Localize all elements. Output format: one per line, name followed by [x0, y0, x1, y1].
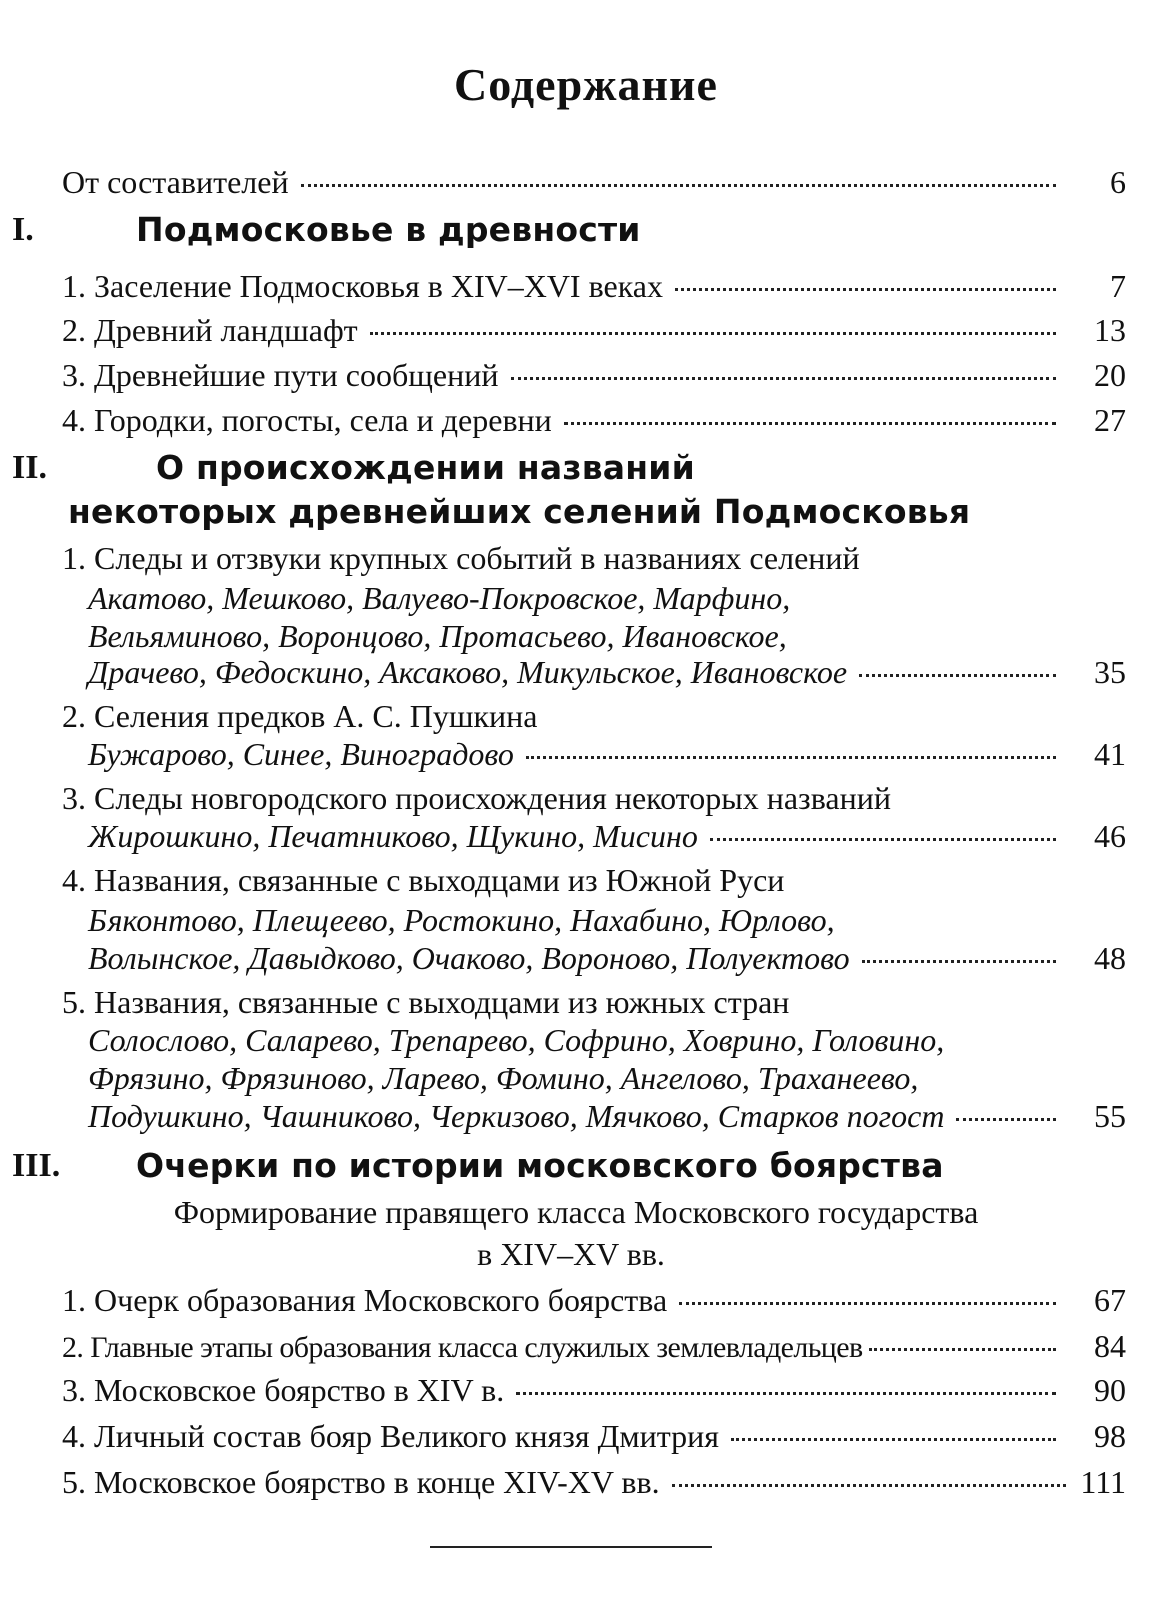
toc-entry[interactable] [88, 650, 1126, 694]
page-number: 84 [1094, 1328, 1126, 1364]
page-number: 46 [1094, 818, 1126, 854]
toc-entry[interactable] [88, 936, 1126, 980]
dot-leader [869, 1338, 1056, 1351]
dot-leader [301, 174, 1056, 187]
place-names: Волынское, Давыдково, Очаково, Вороново, Полуектово [88, 940, 850, 976]
page-title: Содержание [454, 59, 718, 110]
dot-leader [675, 278, 1056, 291]
toc-entry[interactable] [88, 732, 1126, 776]
page-number: 7 [1110, 268, 1126, 304]
entry-text[interactable]: 5. Названия, связанные с выходцами из южных стран [62, 984, 790, 1020]
toc-entry[interactable] [62, 160, 1126, 204]
entry-text: 3. Древнейшие пути сообщений [62, 357, 499, 393]
toc-entry[interactable] [62, 1368, 1126, 1412]
dot-leader [956, 1108, 1056, 1121]
section-number: III. [12, 1147, 61, 1184]
toc-entry[interactable] [62, 1414, 1126, 1458]
place-names: Фрязино, Фрязиново, Ларево, Фомино, Ангелово, Траханеево, [88, 1060, 919, 1096]
toc-entry[interactable] [88, 814, 1126, 858]
section-title: Подмосковье в древности [136, 210, 641, 249]
dot-leader [731, 1428, 1056, 1441]
dot-leader [516, 1382, 1056, 1395]
dot-leader [370, 322, 1056, 335]
page-number: 41 [1094, 736, 1126, 772]
entry-text[interactable]: 2. Селения предков А. С. Пушкина [62, 698, 538, 734]
place-names: Солослово, Саларево, Трепарево, Софрино, Ховрино, Головино, [88, 1022, 945, 1058]
toc-entry[interactable] [62, 308, 1126, 352]
section-title: Очерки по истории московского боярства [136, 1146, 944, 1185]
entry-text: 3. Московское боярство в XIV в. [62, 1372, 505, 1408]
section-subtitle: Формирование правящего класса Московского государства [173, 1194, 979, 1230]
page-number: 20 [1094, 357, 1126, 393]
entry-text: 1. Заселение Подмосковья в XIV–XVI веках [62, 268, 663, 304]
page-number: 90 [1094, 1372, 1126, 1408]
section-number: I. [12, 211, 34, 248]
section-title-line: некоторых древнейших селений Подмосковья [68, 492, 971, 531]
toc-entry[interactable] [62, 1324, 1126, 1370]
toc-entry[interactable] [62, 1460, 1126, 1504]
page-number: 98 [1094, 1418, 1126, 1454]
dot-leader [710, 828, 1056, 841]
entry-text[interactable]: 3. Следы новгородского происхождения некоторых названий [62, 780, 891, 816]
toc-entry[interactable] [62, 264, 1126, 308]
section-number: II. [12, 449, 47, 486]
dot-leader [672, 1474, 1066, 1487]
toc-entry[interactable] [62, 353, 1126, 397]
page-number: 6 [1110, 164, 1126, 200]
page-number: 48 [1094, 940, 1126, 976]
section-title-line: О происхождении названий [156, 448, 695, 487]
place-names: Жирошкино, Печатниково, Щукино, Мисино [88, 818, 698, 854]
page-number: 67 [1094, 1282, 1126, 1318]
entry-text[interactable]: 4. Названия, связанные с выходцами из Южной Руси [62, 862, 785, 898]
toc-entry[interactable] [62, 398, 1126, 442]
place-names: Подушкино, Чашниково, Черкизово, Мячково, Старков погост [88, 1098, 945, 1134]
place-names: Вельяминово, Воронцово, Протасьево, Ивановское, [88, 618, 787, 654]
entry-text[interactable]: 1. Следы и отзвуки крупных событий в названиях селений [62, 540, 860, 576]
page-number: 111 [1080, 1464, 1126, 1500]
dot-leader [862, 950, 1056, 963]
entry-text: 1. Очерк образования Московского боярства [62, 1282, 668, 1318]
page-number: 55 [1094, 1098, 1126, 1134]
dot-leader [859, 664, 1056, 677]
place-names: Бяконтово, Плещеево, Ростокино, Нахабино, Юрлово, [88, 902, 835, 938]
entry-text: 2. Главные этапы образования класса служилых землевладельцев [62, 1331, 863, 1364]
page-number: 27 [1094, 402, 1126, 438]
entry-text: 5. Московское боярство в конце XIV-XV вв. [62, 1464, 660, 1500]
place-names: Акатово, Мешково, Валуево-Покровское, Марфино, [88, 580, 791, 616]
page-number: 35 [1094, 654, 1126, 690]
place-names: Драчево, Федоскино, Аксаково, Микульское, Ивановское [88, 654, 848, 690]
section-subtitle: в XIV–XV вв. [477, 1236, 665, 1272]
dot-leader [679, 1292, 1056, 1305]
toc-entry[interactable] [62, 1278, 1126, 1322]
bottom-rule [430, 1546, 712, 1548]
dot-leader [564, 412, 1056, 425]
dot-leader [511, 367, 1057, 380]
toc-entry[interactable] [88, 1094, 1126, 1138]
entry-text: 4. Личный состав бояр Великого князя Дмитрия [62, 1418, 720, 1454]
entry-text: 4. Городки, погосты, села и деревни [62, 402, 552, 438]
place-names: Бужарово, Синее, Виноградово [88, 736, 514, 772]
page-number: 13 [1094, 312, 1126, 348]
dot-leader [526, 746, 1056, 759]
entry-text: 2. Древний ландшафт [62, 312, 358, 348]
entry-text: От составителей [62, 164, 289, 200]
